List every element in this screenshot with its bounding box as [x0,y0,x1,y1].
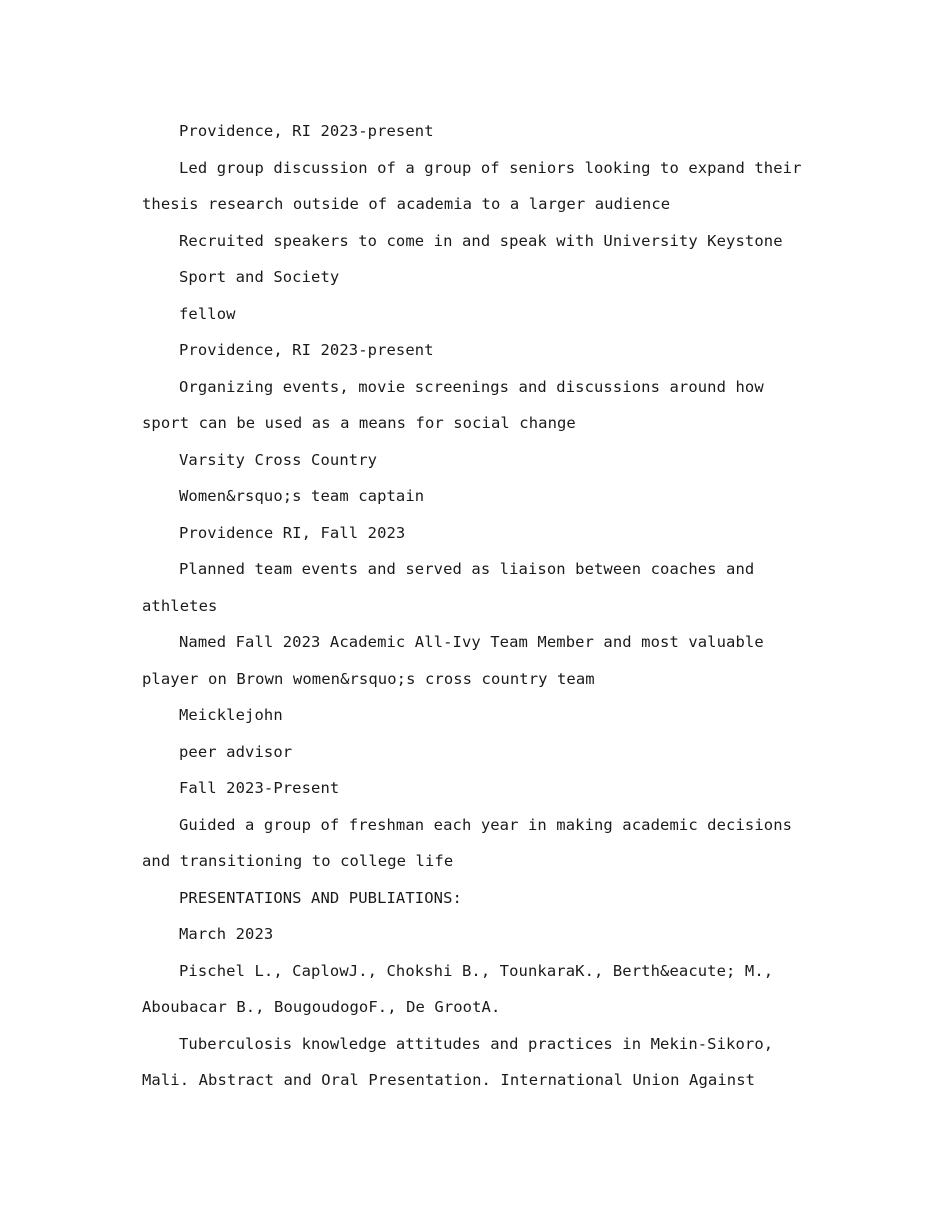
paragraph-award: Named Fall 2023 Academic All-Ivy Team Member and most valuable player on Brown women&rsquo;s cross country team [142,633,764,688]
paragraph-authors: Pischel L., CaplowJ., Chokshi B., TounkaraK., Berth&eacute; M., Aboubacar B., BougoudogoF., De GrootA. [142,961,774,1016]
paragraph-org-name: Sport and Society [179,268,340,286]
paragraph-org-name: Meicklejohn [179,706,283,724]
paragraph-dates: Fall 2023-Present [179,779,340,797]
paragraph-location-dates: Providence, RI 2023-present [179,341,434,359]
paragraph-guided-freshman: Guided a group of freshman each year in making academic decisions and transitioning to college life [142,815,793,870]
paragraph-led-discussion: Led group discussion of a group of seniors looking to expand their thesis research outside of academia to a larger audience [142,158,802,213]
paragraph-role: peer advisor [179,742,293,761]
paragraph-role: fellow [179,304,236,323]
paragraph-role: Women&rsquo;s team captain [179,487,425,505]
paragraph-planned-events: Planned team events and served as liaison between coaches and athletes [142,560,755,615]
paragraph-publication-title: Tuberculosis knowledge attitudes and practices in Mekin-Sikoro, Mali. Abstract and Oral Presentation. International Union Against [142,1034,774,1089]
paragraph-org-name: Varsity Cross Country [179,450,378,469]
document-body [142,113,812,1099]
paragraph-location-dates: Providence, RI 2023-present [179,122,434,140]
paragraph-date: March 2023 [179,925,274,943]
paragraph-location-dates: Providence RI, Fall 2023 [179,523,406,542]
paragraph-recruited-speakers: Recruited speakers to come in and speak with University Keystone [179,231,783,250]
paragraph-organizing-events: Organizing events, movie screenings and discussions around how sport can be used as a means for social change [142,377,764,432]
section-heading: PRESENTATIONS AND PUBLIATIONS: [179,888,462,907]
